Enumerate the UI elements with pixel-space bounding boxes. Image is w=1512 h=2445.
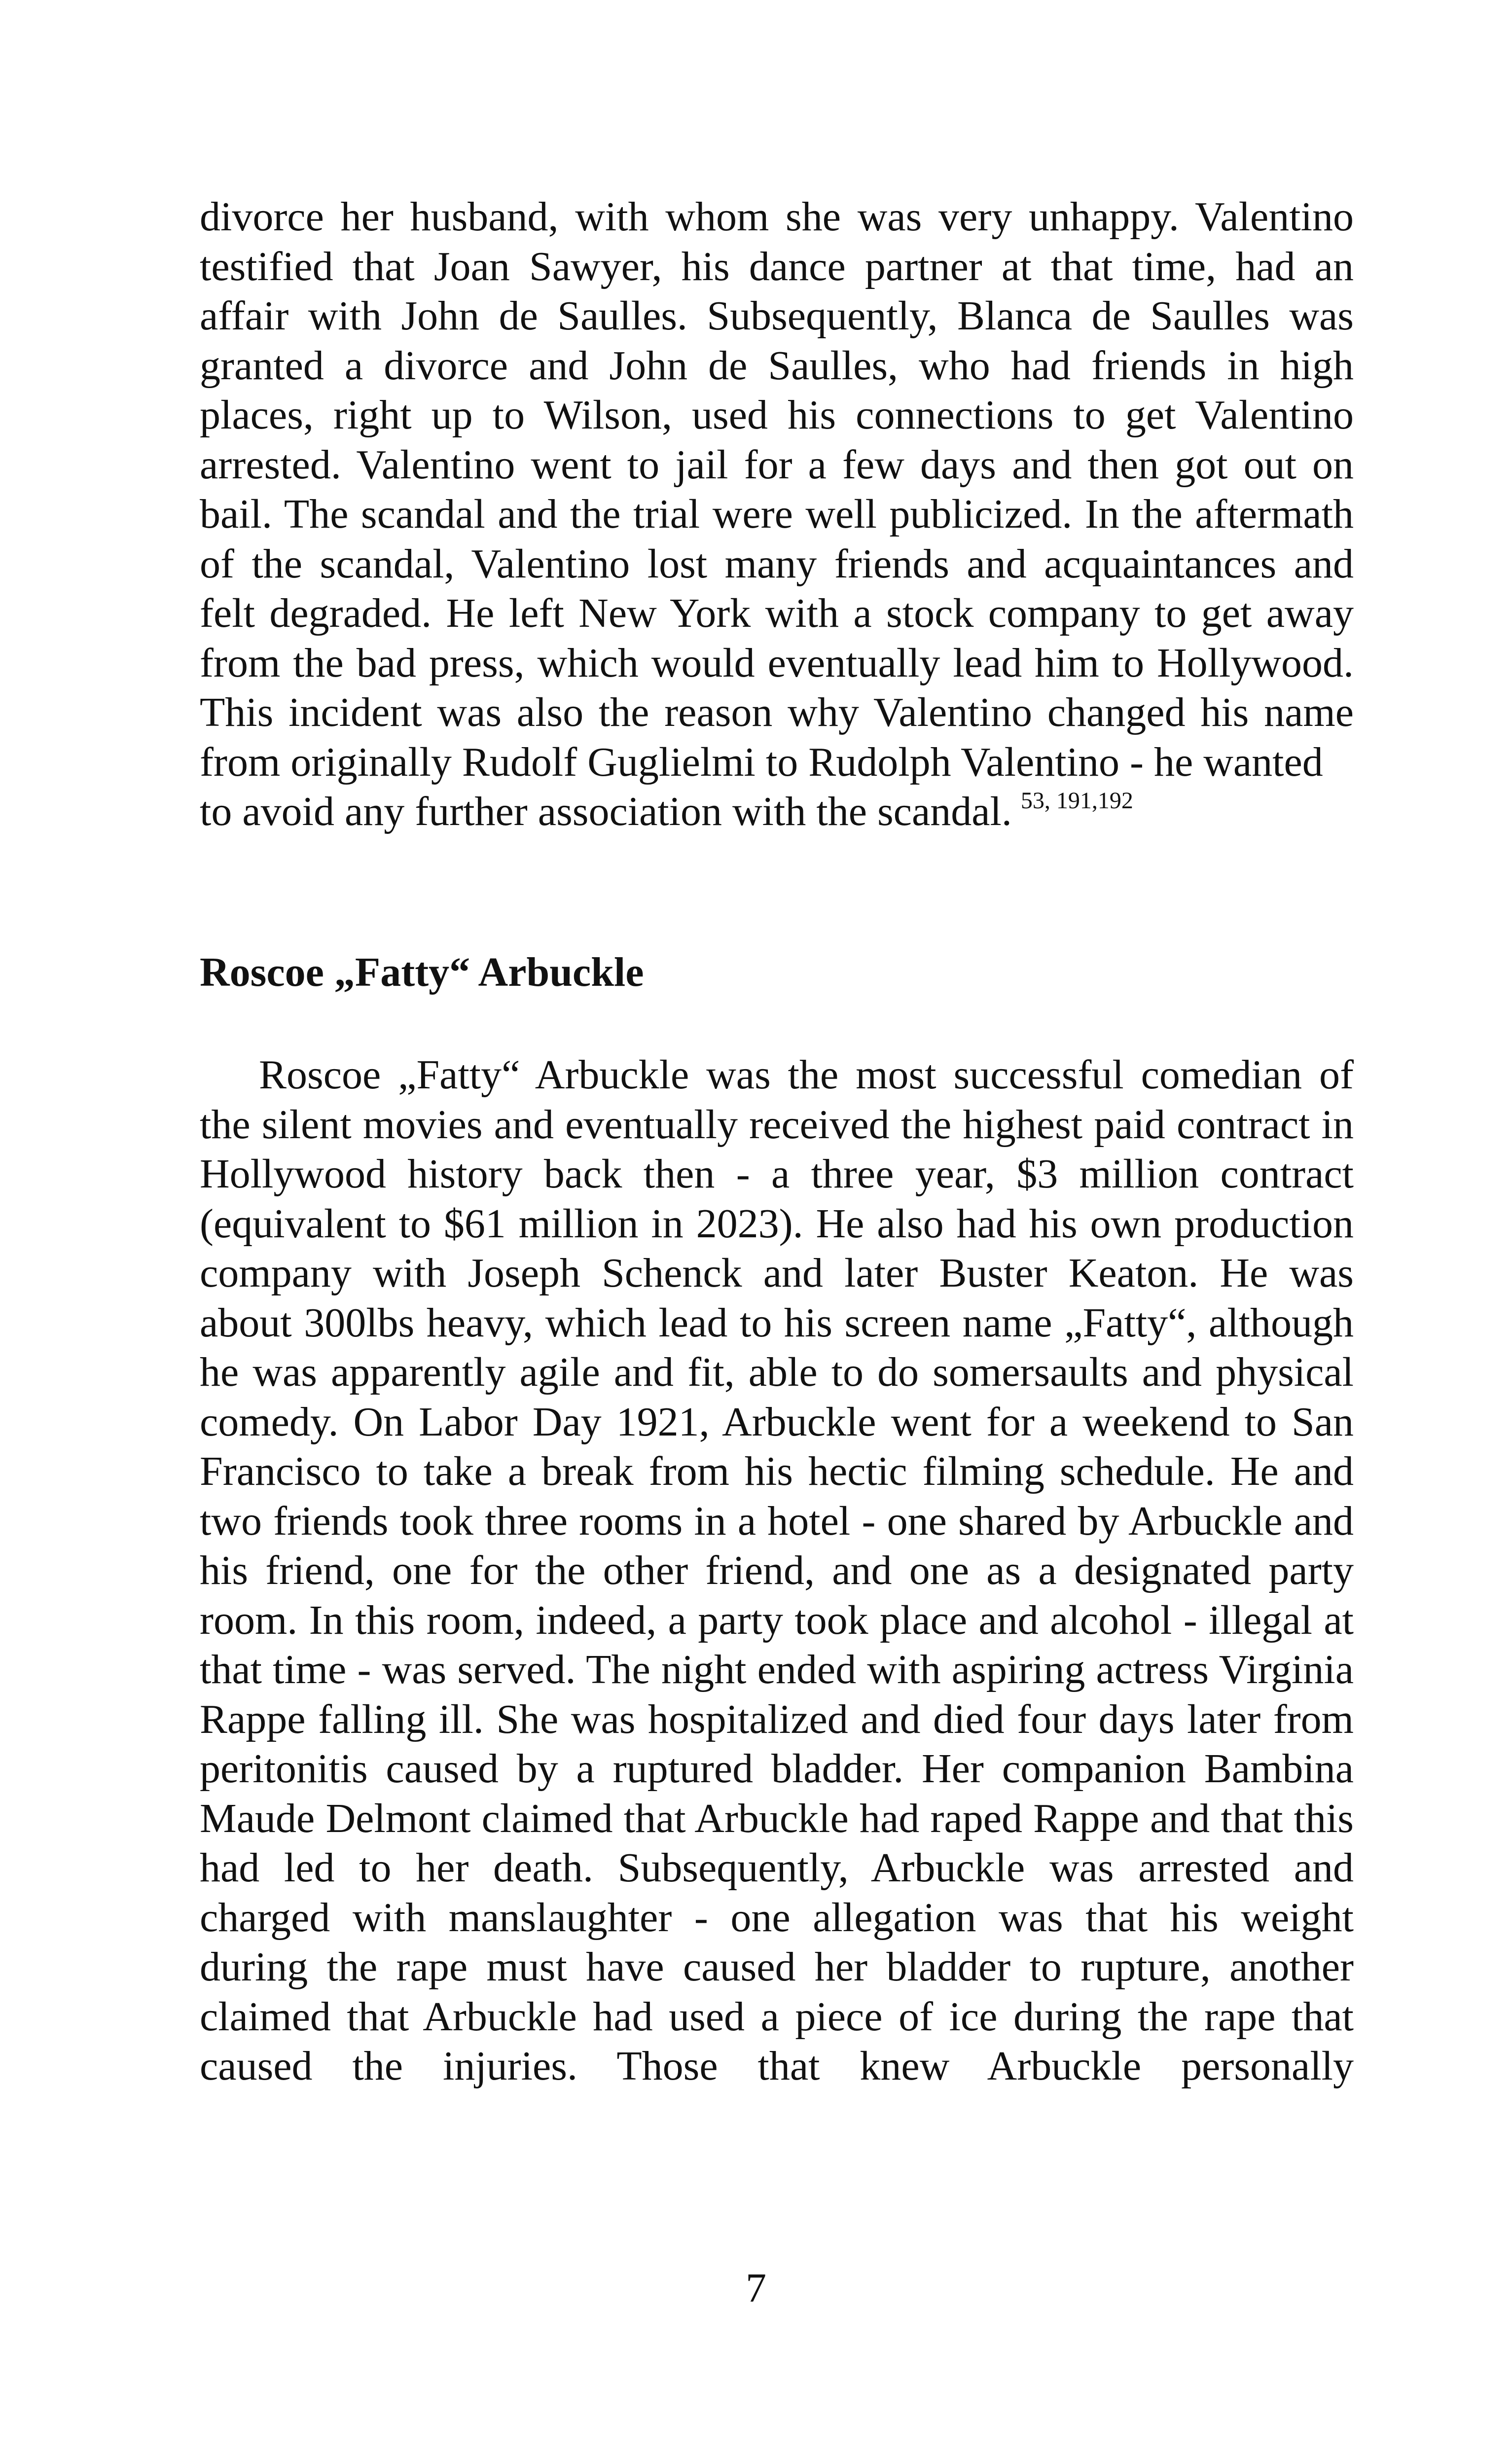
section-heading: Roscoe „Fatty“ Arbuckle: [200, 949, 644, 995]
paragraph-last-line-text: to avoid any further association with the scandal.: [200, 789, 1012, 834]
section-paragraph: Roscoe „Fatty“ Arbuckle was the most successful comedian of the silent movies and eventually received the highest paid contract in Hollywood history back then - a three year, $3 million contract (equivalent to $61 million in 2023). He also had his own production company with Joseph Schenck and later Buster Keaton. He was about 300lbs heavy, which lead to his screen name „Fatty“, although he was apparently agile and fit, able to do somersaults and physical comedy. On Labor Day 1921, Arbuckle went for a weekend to San Francisco to take a break from his hectic filming schedule. He and two friends took three rooms in a hotel - one shared by Arbuckle and his friend, one for the other friend, and one as a designated party room. In this room, indeed, a party took place and alcohol - illegal at that time - was served. The night ended with aspiring actress Virginia Rappe falling ill. She was hospitalized and died four days later from peritonitis caused by a ruptured bladder. Her companion Bambina Maude Delmont claimed that Arbuckle had raped Rappe and that this had led to her death. Subsequently, Arbuckle was arrested and charged with manslaughter - one allegation was that his weight during the rape must have caused her bladder to rupture, another claimed that Arbuckle had used a piece of ice during the rape that caused the injuries. Those that knew Arbuckle personally: [200, 1052, 1354, 2089]
footnote-references: 53, 191,192: [1020, 788, 1133, 814]
paragraph-continued-text: divorce her husband, with whom she was very unhappy. Valentino testified that Joan Sawyer, his dance partner at that time, had an affair with John de Saulles. Subsequently, Blanca de Saulles was granted a divorce and John de Saulles, who had friends in high places, right up to Wilson, used his connections to get Valentino arrested. Valentino went to jail for a few days and then got out on bail. The scandal and the trial were well publicized. In the aftermath of the scandal, Valentino lost many friends and acquaintances and felt degraded. He left New York with a stock company to get away from the bad press, which would eventually lead him to Hollywood. This incident was also the reason why Valentino changed his name from originally Rudolf Guglielmi to Rudolph Valentino - he wanted: [200, 194, 1354, 785]
paragraph-last-line: [200, 787, 1354, 837]
body-text-section: [200, 1050, 1354, 2091]
body-text-continued: [200, 192, 1354, 837]
page-number: 7: [746, 2265, 766, 2311]
